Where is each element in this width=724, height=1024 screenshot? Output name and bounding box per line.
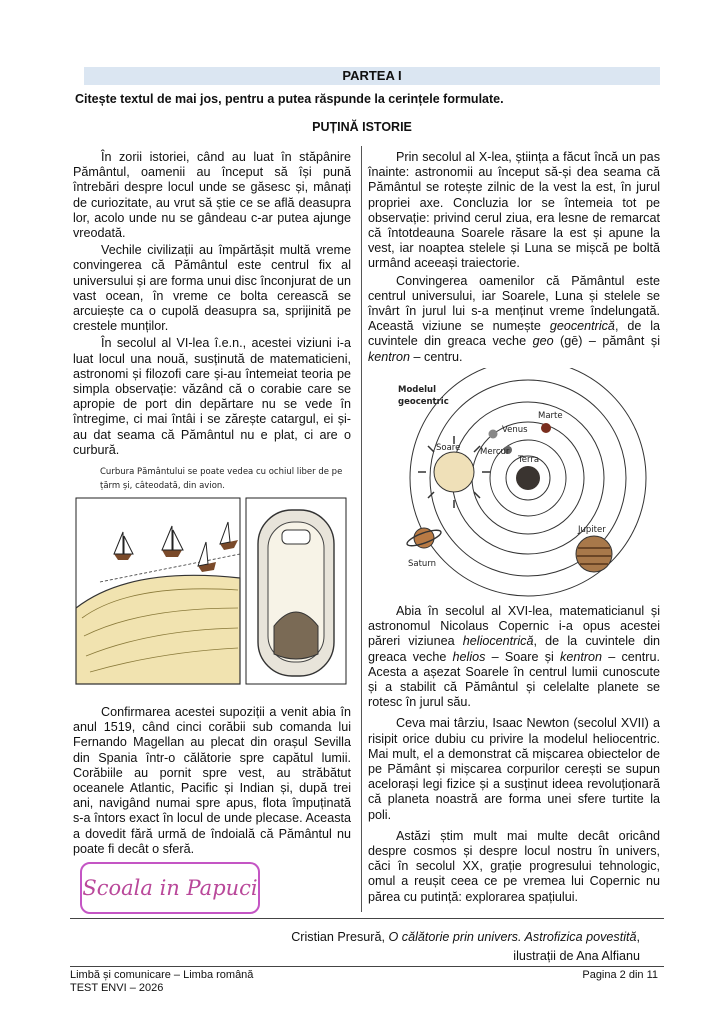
label-venus: Venus [502, 425, 528, 435]
right-column-bottom [368, 604, 660, 911]
saturn-icon [405, 527, 442, 549]
divider [70, 966, 664, 967]
paragraph: În secolul al VI-lea î.e.n., acestei viziuni i-a luat locul una nouă, susținută de matematicieni, astronomi și filozofi care și-au întemeiat teoria pe simpla observație: văzând că o corabie care se apropie de port din depărtare nu se vede în întregime, ci mai întâi i se zărește catargul, ei și-au dat seama că Pământul nu e plat, ci are o curbură. [73, 336, 351, 457]
paragraph: Vechile civilizații au împărtășit multă vreme convingerea că Pământul este centrul fix al universului și are forma unui disc înconjurat de un vast ocean, în vreme ce bolta cerească se arcuiește ca o cupolă deasupra sa, sprijinită pe crestele munților. [73, 243, 351, 334]
footer-subject: Limbă și comunicare – Limba română [70, 969, 254, 981]
label-terra: Terra [518, 455, 540, 465]
earth-icon [516, 466, 540, 490]
footer-left [70, 969, 253, 995]
label-mercur: Mercur [480, 447, 510, 457]
footer-test: TEST ENVI – 2026 [70, 982, 164, 994]
instruction: Citește textul de mai jos, pentru a putea răspunde la cerințele formulate. [75, 92, 504, 106]
earth-icon [274, 612, 318, 659]
diagram-title: Modelul [398, 385, 437, 395]
jupiter-icon [576, 536, 612, 572]
diagram-title: geocentric [398, 397, 449, 407]
paragraph: Prin secolul al X-lea, știința a făcut încă un pas înainte: astronomii au început să-și dea seama că Pământul se rotește zilnic de la vest la est, în jurul propriei axe. Concluzia lor se întemeia tot pe observație: privind cerul ziua, era lesne de remarcat că întotdeauna Soarele răsare la est și apune la vest, iar noaptea stelele și Luna se mișcă pe boltă urmând aceeași traiectorie. [368, 150, 660, 271]
venus-icon [489, 430, 498, 439]
label-marte: Marte [538, 411, 563, 421]
paragraph: Ceva mai târziu, Isaac Newton (secolul XVII) a risipit orice dubiu cu privire la modelul heliocentric. Mai mult, el a demonstrat că mișcarea obiectelor de pe Pământ și mișcarea corpurilor cerești se supun acelorași legi fizice și a susținut ideea revoluționară că planeta noastră are forma unei sfere turtite la poli. [368, 716, 660, 822]
divider [70, 918, 664, 919]
paragraph: Abia în secolul al XVI-lea, matematicianul și astronomul Nicolaus Copernic i-a opus acestei păreri viziunea heliocentrică, de la cuvintele din greaca veche helios – Soare și kentron – centru. Acesta a așezat Soarele în centrul lumii cunoscute și a stabilit că Pământul și celelalte planete se rotesc în jurul său. [368, 604, 660, 710]
paragraph: Convingerea oamenilor că Pământul este centrul universului, iar Soarele, Luna și stelele se învârt în jurul lui s-a menținut vreme îndelungată. Această viziune se numește geocentrică, de la cuvintele din greaca veche geo (gē) – pământ și kentron – centru. [368, 273, 661, 364]
source-citation: Cristian Presură, O călătorie prin univers. Astrofizica povestită, ilustrații de Ana Alfianu [291, 930, 640, 963]
left-column-top [73, 150, 351, 460]
scoala-in-papuci-logo: Scoala in Papuci [80, 862, 260, 914]
mars-icon [541, 423, 551, 433]
figure-caption: țărm și, câteodată, din avion. [100, 481, 225, 491]
figure-caption: Curbura Pământului se poate vedea cu ochiul liber de pe [100, 467, 343, 477]
right-column-top [368, 150, 660, 367]
paragraph: În zorii istoriei, când au luat în stăpânire Pământul, oamenii au început să își pună întrebări despre locul unde se găsesc și, mânați de curiozitate, au vrut să știe ce se află deasupra lor, acolo unde nu se gândeau c-ar putea ajunge vreodată. [73, 150, 351, 241]
label-soare: Soare [436, 443, 461, 453]
label-saturn: Saturn [408, 559, 437, 569]
earth-curvature-illustration [70, 458, 352, 690]
story-title: PUȚINĂ ISTORIE [312, 120, 412, 134]
page-number: Pagina 2 din 11 [582, 969, 658, 981]
geocentric-model-diagram [368, 368, 660, 600]
paragraph: Astăzi știm mult mai multe decât oricând despre cosmos și despre locul nostru în univers, căci în secolul XX, grație progresului tehnologic, omul a reușit ceea ce pe vremea lui Copernic nu părea cu putință: explorarea spațiului. [368, 828, 660, 904]
label-jupiter: Jupiter [578, 525, 606, 535]
left-column-bottom [73, 705, 351, 859]
part-title: PARTEA I [84, 67, 660, 85]
column-divider [361, 146, 362, 912]
paragraph: Confirmarea acestei supoziții a venit abia în anul 1519, când cinci corăbii sub comanda lui Fernando Magellan au plecat din orașul Sevilla din Spania într-o călătorie spre capătul lumii. Corăbiile au pornit spre vest, au străbătut oceanele Atlantic, Pacific și Indian și, după trei ani, navigând numai spre apus, flota împuținată s-a întors exact în locul de unde plecase. Aceasta a dovedit fără urmă de îndoială că Pământul nu poate fi decât o sferă. [73, 705, 351, 856]
